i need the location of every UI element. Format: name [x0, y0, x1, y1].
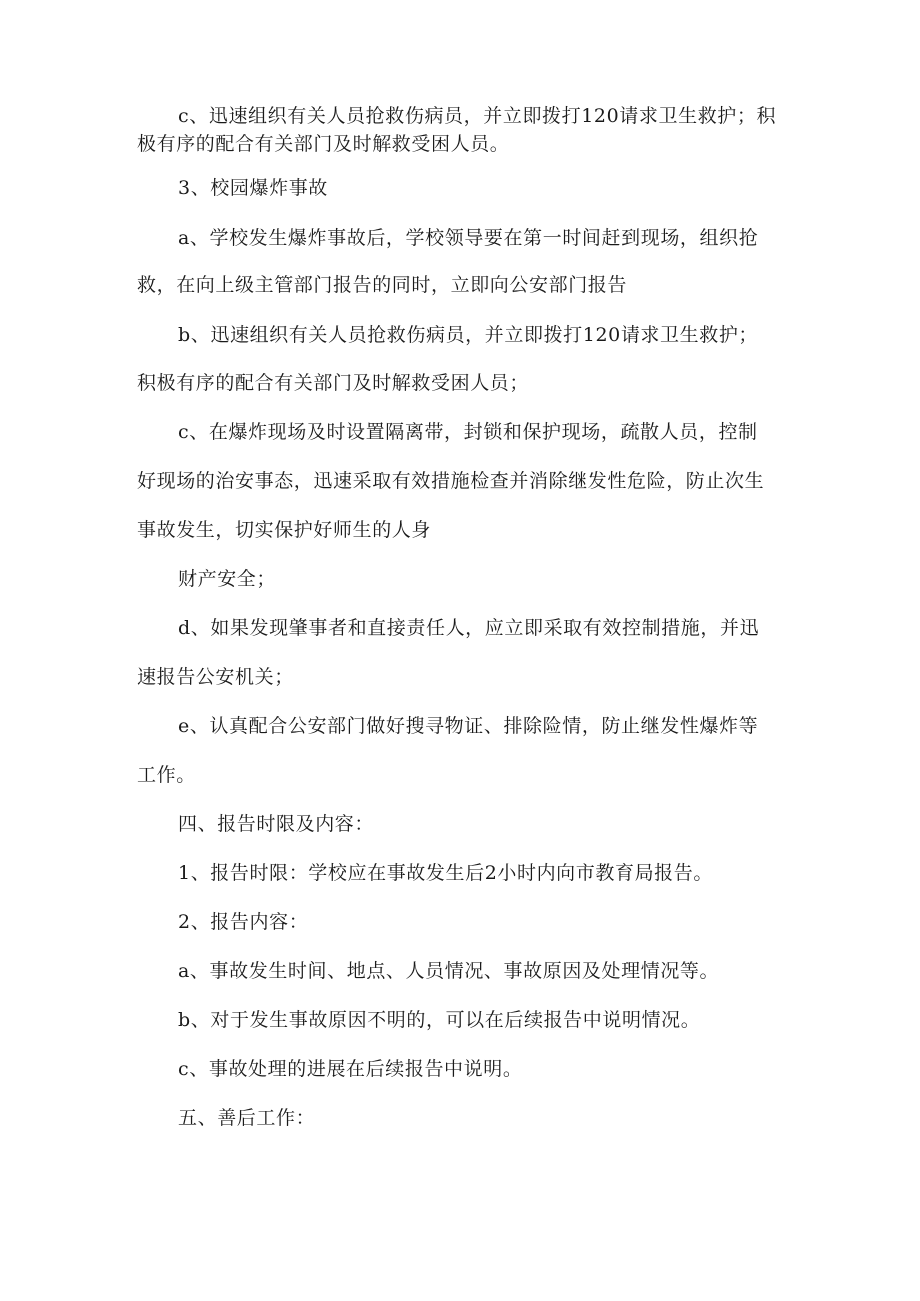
- paragraph-line: 救，在向上级主管部门报告的同时，立即向公安部门报告: [137, 274, 628, 296]
- section-heading: 五、善后工作：: [178, 1107, 316, 1129]
- paragraph-line: 极有序的配合有关部门及时解救受困人员。: [137, 133, 510, 155]
- paragraph-line: 速报告公安机关；: [137, 666, 294, 688]
- paragraph-line: c、迅速组织有关人员抢救伤病员，并立即拨打120请求卫生救护；积: [178, 105, 777, 127]
- paragraph-line: c、在爆炸现场及时设置隔离带，封锁和保护现场，疏散人员，控制: [178, 421, 758, 443]
- paragraph-line: b、对于发生事故原因不明的，可以在后续报告中说明情况。: [178, 1009, 701, 1031]
- paragraph-line: 财产安全；: [178, 568, 277, 590]
- section-heading: 3、校园爆炸事故: [178, 177, 328, 199]
- paragraph-line: a、事故发生时间、地点、人员情况、事故原因及处理情况等。: [178, 960, 720, 982]
- paragraph-line: a、学校发生爆炸事故后，学校领导要在第一时间赶到现场，组织抢: [178, 227, 759, 249]
- paragraph-line: 2、报告内容：: [178, 911, 309, 933]
- paragraph-line: 1、报告时限：学校应在事故发生后2小时内向市教育局报告。: [178, 862, 713, 884]
- paragraph-line: c、事故处理的进展在后续报告中说明。: [178, 1058, 523, 1080]
- paragraph-line: e、认真配合公安部门做好搜寻物证、排除险情，防止继发性爆炸等: [178, 715, 759, 737]
- paragraph-line: b、迅速组织有关人员抢救伤病员，并立即拨打120请求卫生救护；: [178, 324, 759, 346]
- paragraph-line: 工作。: [137, 764, 196, 786]
- paragraph-line: 事故发生，切实保护好师生的人身: [137, 519, 432, 541]
- paragraph-line: 积极有序的配合有关部门及时解救受困人员；: [137, 372, 530, 394]
- section-heading: 四、报告时限及内容：: [178, 813, 375, 835]
- paragraph-line: d、如果发现肇事者和直接责任人，应立即采取有效控制措施，并迅: [178, 617, 760, 639]
- paragraph-line: 好现场的治安事态，迅速采取有效措施检查并消除继发性危险，防止次生: [137, 470, 765, 492]
